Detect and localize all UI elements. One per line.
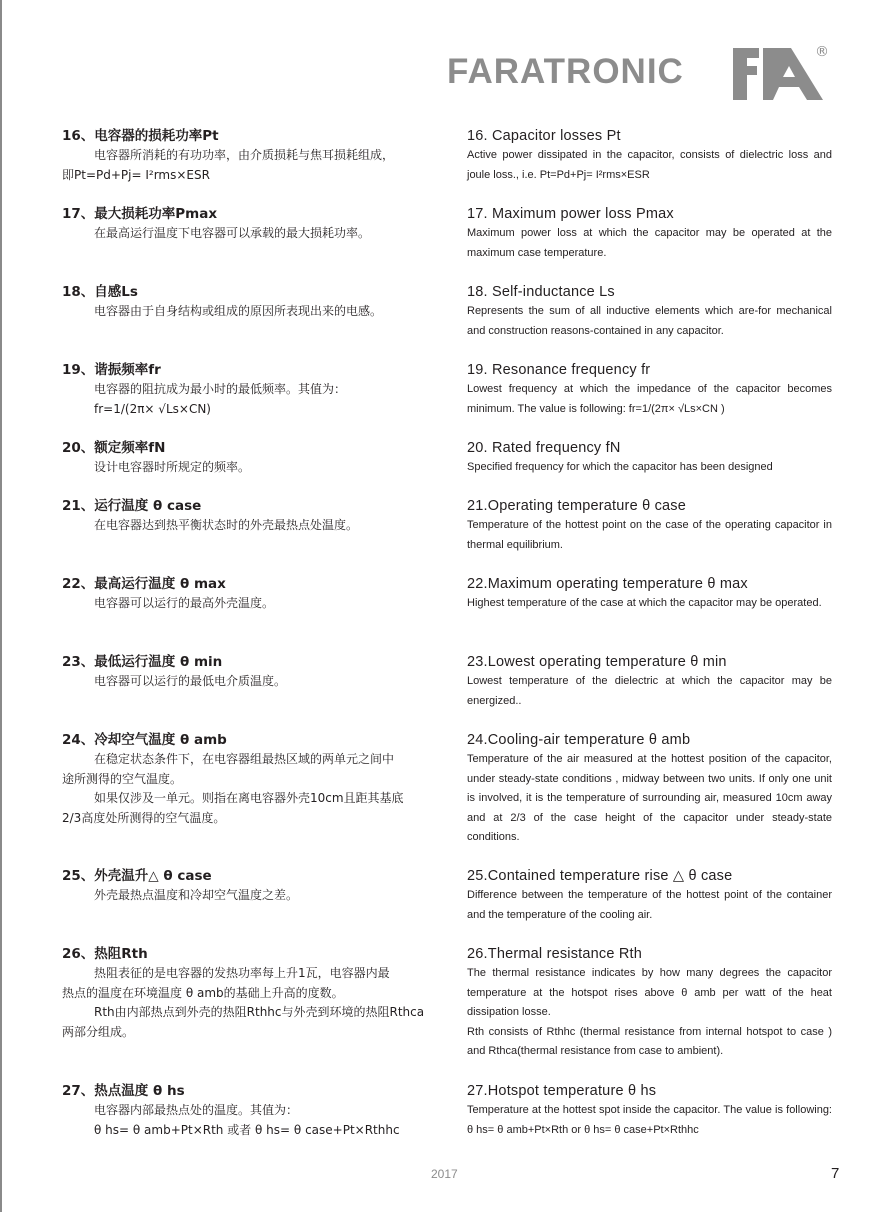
cn-entry-22 xyxy=(62,574,442,614)
en-heading: 18. Self-inductance Ls xyxy=(467,284,615,300)
cn-line: 2/3高度处所测得的空气温度。 xyxy=(62,810,226,825)
cn-heading: 25、外壳温升△ θ case xyxy=(62,868,212,884)
en-entry-16 xyxy=(467,126,832,185)
en-entry-17 xyxy=(467,204,832,263)
cn-line: 两部分组成。 xyxy=(62,1024,135,1039)
en-heading: 16. Capacitor losses Pt xyxy=(467,128,621,144)
cn-line: 电容器由于自身结构或组成的原因所表现出来的电感。 xyxy=(94,304,383,318)
en-entry-20 xyxy=(467,438,832,478)
en-paragraph: Lowest frequency at which the impedance of the capacitor becomes minimum. The value is following: fr=1/(2π× √Ls×CN ) xyxy=(467,383,832,415)
cn-line: 如果仅涉及一单元。则指在离电容器外壳10cm且距其基底 xyxy=(94,791,404,805)
cn-line: 在最高运行温度下电容器可以承载的最大损耗功率。 xyxy=(94,226,371,240)
en-paragraph: Maximum power loss at which the capacitor may be operated at the maximum case temperature. xyxy=(467,227,832,259)
en-entry-24 xyxy=(467,730,832,848)
cn-line: 电容器的阻抗成为最小时的最低频率。其值为： xyxy=(94,382,347,396)
en-paragraph: Highest temperature of the case at which the capacitor may be operated. xyxy=(467,597,822,609)
cn-entry-27 xyxy=(62,1081,442,1140)
en-entry-27 xyxy=(467,1081,832,1140)
en-heading: 19. Resonance frequency fr xyxy=(467,362,651,378)
cn-entry-19 xyxy=(62,360,442,419)
cn-heading: 21、运行温度 θ case xyxy=(62,498,202,514)
en-heading: 23.Lowest operating temperature θ min xyxy=(467,654,727,670)
en-entry-21 xyxy=(467,496,832,555)
page-number: 7 xyxy=(831,1165,840,1182)
registered-mark: ® xyxy=(815,44,829,60)
en-heading: 24.Cooling-air temperature θ amb xyxy=(467,732,691,748)
en-paragraph: Temperature at the hottest spot inside the capacitor. The value is following: θ hs= θ amb+Pt×Rth or θ hs= θ case+Pt×Rthhc xyxy=(467,1104,832,1136)
cn-heading: 24、冷却空气温度 θ amb xyxy=(62,732,227,748)
brand-wordmark: FARATRONIC xyxy=(447,52,684,91)
cn-line: Rth由内部热点到外壳的热阻Rthhc与外壳到环境的热阻Rthca xyxy=(94,1005,425,1019)
en-entry-22 xyxy=(467,574,832,614)
cn-line: 电容器可以运行的最高外壳温度。 xyxy=(94,596,275,610)
en-paragraph: Lowest temperature of the dielectric at which the capacitor may be energized.. xyxy=(467,675,832,707)
footer-year: 2017 xyxy=(431,1167,458,1181)
cn-heading: 17、最大损耗功率Pmax xyxy=(62,206,218,222)
cn-entry-26 xyxy=(62,944,442,1042)
faratronic-logo-icon xyxy=(733,46,825,102)
en-entry-19 xyxy=(467,360,832,419)
en-paragraph: Rth consists of Rthhc (thermal resistance from internal hotspot to case ) and Rthca(thermal resistance from case to ambient). xyxy=(467,1025,832,1057)
cn-heading: 19、谐振频率fr xyxy=(62,362,161,378)
cn-line: 电容器可以运行的最低电介质温度。 xyxy=(94,674,287,688)
cn-line: 途所测得的空气温度。 xyxy=(62,771,183,786)
cn-entry-23 xyxy=(62,652,442,692)
en-paragraph: Temperature of the hottest point on the case of the operating capacitor in thermal equilibrium. xyxy=(467,519,832,551)
page-edge-line xyxy=(0,0,2,1212)
cn-entry-25 xyxy=(62,866,442,906)
cn-entry-18 xyxy=(62,282,442,322)
cn-line: 外壳最热点温度和冷却空气温度之差。 xyxy=(94,888,299,902)
cn-line: 设计电容器时所规定的频率。 xyxy=(94,460,251,474)
cn-line: 电容器所消耗的有功功率，由介质损耗与焦耳损耗组成， xyxy=(94,148,395,162)
en-entry-18 xyxy=(467,282,832,341)
en-heading: 21.Operating temperature θ case xyxy=(467,498,686,514)
cn-heading: 26、热阻Rth xyxy=(62,946,148,962)
cn-heading: 16、电容器的损耗功率Pt xyxy=(62,128,219,144)
en-heading: 20. Rated frequency fN xyxy=(467,440,621,456)
cn-heading: 23、最低运行温度 θ min xyxy=(62,654,223,670)
en-paragraph: Temperature of the air measured at the hottest position of the capacitor, under steady-state conditions , midway between two units. If only one unit is involved, it is the temperature of surrounding air, measured 10cm away and at 2/3 of the case height of the capacitor under steady-state conditions. xyxy=(467,753,832,843)
en-heading: 22.Maximum operating temperature θ max xyxy=(467,576,748,592)
cn-line: 电容器内部最热点处的温度。其值为： xyxy=(94,1103,299,1117)
cn-heading: 20、额定频率fN xyxy=(62,440,166,456)
cn-formula: 即Pt=Pd+Pj= I²rms×ESR xyxy=(62,167,210,182)
cn-entry-24 xyxy=(62,730,442,828)
cn-entry-20 xyxy=(62,438,442,478)
en-paragraph: Difference between the temperature of the hottest point of the container and the temperature of the cooling air. xyxy=(467,889,832,921)
cn-heading: 22、最高运行温度 θ max xyxy=(62,576,226,592)
cn-heading: 27、热点温度 θ hs xyxy=(62,1083,185,1099)
cn-formula: fr=1/(2π× √Ls×CN) xyxy=(94,401,211,416)
cn-line: 热点的温度在环境温度 θ amb的基础上升高的度数。 xyxy=(62,985,344,1000)
en-entry-26 xyxy=(467,944,832,1062)
en-paragraph: Active power dissipated in the capacitor, consists of dielectric loss and joule loss., i.e. Pt=Pd+Pj= I²rms×ESR xyxy=(467,149,832,181)
en-heading: 26.Thermal resistance Rth xyxy=(467,946,643,962)
en-heading: 27.Hotspot temperature θ hs xyxy=(467,1083,657,1099)
en-heading: 17. Maximum power loss Pmax xyxy=(467,206,674,222)
en-paragraph: The thermal resistance indicates by how many degrees the capacitor temperature at the hotspot rises above θ amb per watt of the heat dissipation losse. xyxy=(467,967,832,1018)
en-entry-25 xyxy=(467,866,832,925)
en-entry-23 xyxy=(467,652,832,711)
en-paragraph: Represents the sum of all inductive elements which are-for mechanical and construction reasons-contained in any capacitor. xyxy=(467,305,832,337)
en-paragraph: Specified frequency for which the capacitor has been designed xyxy=(467,461,773,473)
cn-entry-16 xyxy=(62,126,442,185)
cn-formula: θ hs= θ amb+Pt×Rth 或者 θ hs= θ case+Pt×Rthhc xyxy=(94,1122,400,1137)
cn-line: 在稳定状态条件下，在电容器组最热区域的两单元之间中 xyxy=(94,752,395,766)
cn-heading: 18、自感Ls xyxy=(62,284,138,300)
cn-entry-17 xyxy=(62,204,442,244)
cn-line: 热阻表征的是电容器的发热功率每上升1瓦，电容器内最 xyxy=(94,966,390,980)
cn-entry-21 xyxy=(62,496,442,536)
en-heading: 25.Contained temperature rise △ θ case xyxy=(467,868,733,884)
cn-line: 在电容器达到热平衡状态时的外壳最热点处温度。 xyxy=(94,518,359,532)
